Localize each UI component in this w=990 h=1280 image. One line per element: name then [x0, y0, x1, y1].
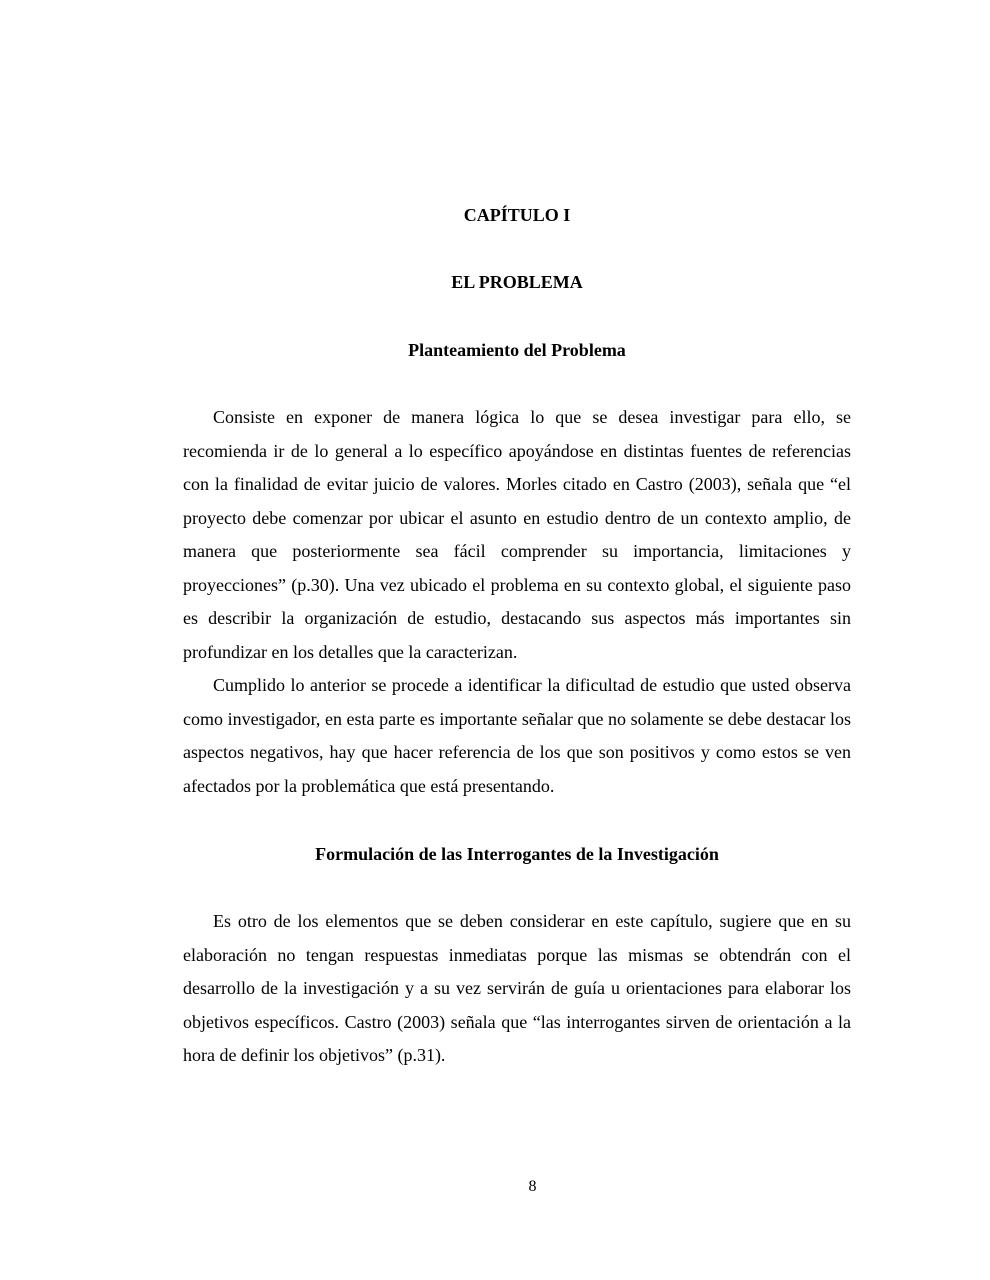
chapter-title: EL PROBLEMA	[451, 272, 583, 292]
section-heading-planteamiento: Planteamiento del Problema	[408, 340, 626, 360]
paragraph: Es otro de los elementos que se deben considerar en este capítulo, sugiere que en su elaboración no tengan respuestas inmediatas porque las mismas se obtendrán con el desarrollo de la investigación y a su vez servirán de guía u orientaciones para elaborar los objetivos específicos. Castro (2003) señala que “las interrogantes sirven de orientación a la hora de definir los objetivos” (p.31).	[183, 911, 851, 1065]
chapter-heading: CAPÍTULO I	[463, 205, 571, 225]
section-heading-formulacion: Formulación de las Interrogantes de la Investigación	[315, 844, 719, 864]
page-content	[183, 200, 851, 1073]
paragraph: Consiste en exponer de manera lógica lo que se desea investigar para ello, se recomienda ir de lo general a lo específico apoyándose en distintas fuentes de referencias con la finalidad de evitar juicio de valores. Morles citado en Castro (2003), señala que “el proyecto debe comenzar por ubicar el asunto en estudio dentro de un contexto amplio, de manera que posteriormente sea fácil comprender su importancia, limitaciones y proyecciones” (p.30). Una vez ubicado el problema en su contexto global, el siguiente paso es describir la organización de estudio, destacando sus aspectos más importantes sin profundizar en los detalles que la caracterizan.	[183, 407, 851, 662]
paragraph: Cumplido lo anterior se procede a identificar la dificultad de estudio que usted observa como investigador, en esta parte es importante señalar que no solamente se debe destacar los aspectos negativos, hay que hacer referencia de los que son positivos y como estos se ven afectados por la problemática que está presentando.	[183, 675, 851, 796]
page-number: 8	[528, 1178, 537, 1195]
